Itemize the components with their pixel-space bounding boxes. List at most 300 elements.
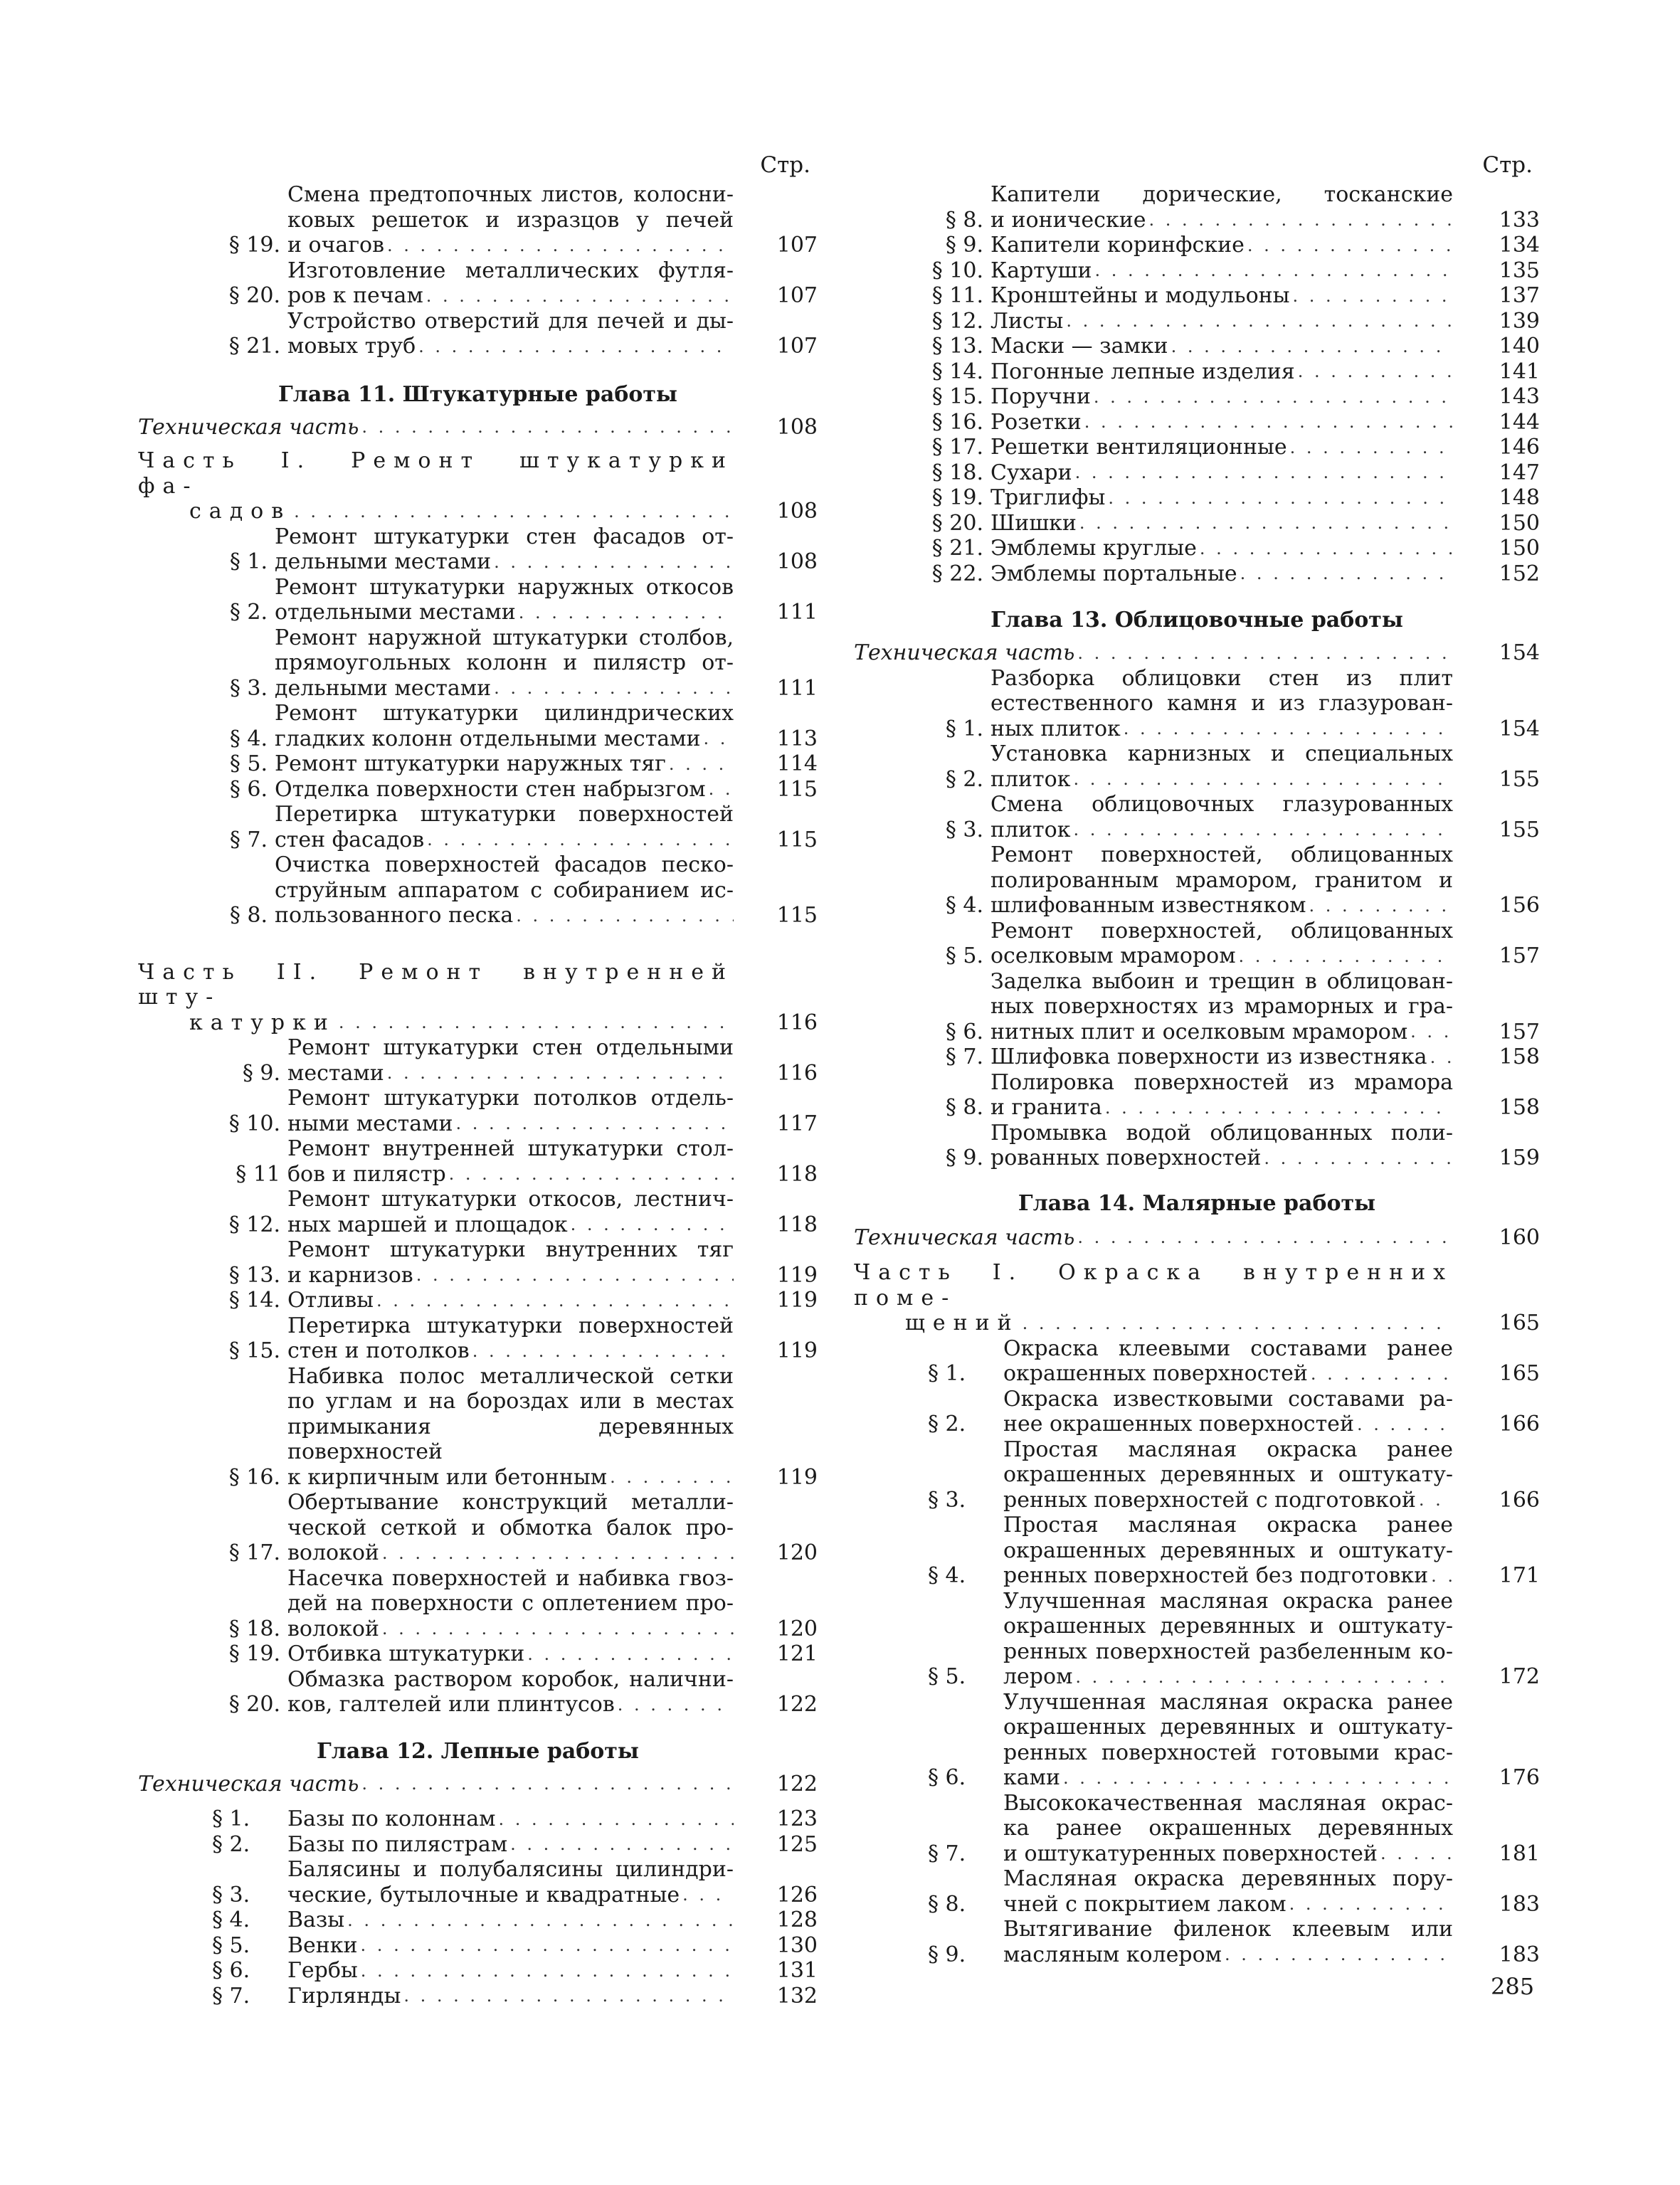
page-ref: 120 <box>776 1540 818 1565</box>
page-ref: 166 <box>1499 1412 1540 1437</box>
section-title <box>287 182 734 258</box>
section-number: § 3. <box>212 1882 250 1908</box>
title-line <box>275 575 734 601</box>
part-title <box>854 1260 1453 1336</box>
section-title <box>990 485 1453 511</box>
dot-leader <box>666 752 734 777</box>
page-ref: 158 <box>1499 1095 1540 1120</box>
title-line <box>1003 1740 1453 1766</box>
section-number: § 21. <box>228 334 280 359</box>
dot-leader <box>1427 1045 1453 1070</box>
title-text: Техническая часть <box>138 1771 359 1797</box>
title-text: Ремонт штукатурки внутренних тяг <box>287 1237 734 1262</box>
page-ref: 114 <box>776 751 818 776</box>
page-ref: 156 <box>1499 893 1540 918</box>
toc-entry <box>138 751 818 777</box>
title-text: Насечка поверхностей и набивка гвоз- <box>287 1565 734 1591</box>
section-title <box>990 792 1453 842</box>
right-column <box>854 148 1540 1967</box>
section-number: § 7. <box>928 1841 966 1866</box>
page-ref: 111 <box>776 675 818 701</box>
section-title <box>287 1667 734 1718</box>
title-line <box>275 751 734 777</box>
title-text: окрашенных деревянных и оштукату- <box>1003 1462 1453 1487</box>
section-title <box>287 1490 734 1566</box>
dot-leader <box>336 1010 734 1035</box>
title-line <box>138 415 734 440</box>
title-text: плиток <box>990 766 1071 792</box>
section-title <box>990 666 1453 742</box>
dot-leader <box>507 1832 734 1857</box>
section-number: § 18. <box>228 1616 280 1641</box>
page-ref: 158 <box>1499 1044 1540 1069</box>
title-text: катурки <box>189 1010 336 1035</box>
spacer <box>854 1250 1540 1260</box>
spacer <box>138 929 818 960</box>
section-number: § 4. <box>945 893 983 918</box>
dot-leader <box>453 1111 734 1136</box>
page-ref: 141 <box>1499 359 1540 384</box>
toc-entry <box>138 1086 818 1136</box>
section-number: § 6. <box>212 1958 250 1983</box>
title-line <box>1003 1816 1453 1841</box>
section-number: § 14. <box>228 1288 280 1313</box>
title-line <box>287 1984 734 2009</box>
title-line <box>1003 1563 1453 1589</box>
section-title <box>990 460 1453 486</box>
title-line <box>287 1263 734 1289</box>
section-title <box>990 842 1453 919</box>
title-text: Картуши <box>990 258 1092 283</box>
section-number: § 19. <box>931 485 983 510</box>
title-line <box>990 868 1453 894</box>
section-number: § 18. <box>931 460 983 485</box>
title-text: садов <box>189 499 292 524</box>
title-line <box>287 1086 734 1111</box>
title-text: Маски — замки <box>990 334 1168 359</box>
page-ref: 150 <box>1499 510 1540 536</box>
title-text: щений <box>905 1311 1020 1335</box>
title-text: Простая масляная окраска ранее <box>1003 1437 1453 1462</box>
dot-leader <box>1236 944 1453 969</box>
dot-leader <box>1354 1412 1453 1437</box>
title-text: Капители дорические, тосканские <box>990 182 1453 207</box>
title-text: Шлифовка поверхности из известняка <box>990 1044 1427 1069</box>
title-line <box>287 1313 734 1339</box>
title-text: бов и пилястр <box>287 1161 446 1187</box>
page-ref: 115 <box>776 827 818 852</box>
dot-leader <box>1105 486 1453 511</box>
page-ref: 125 <box>776 1831 818 1857</box>
title-line <box>990 792 1453 818</box>
page-ref: 111 <box>776 600 818 625</box>
title-text: Листы <box>990 308 1064 334</box>
dot-leader <box>1428 1564 1453 1589</box>
page-ref: 134 <box>1499 233 1540 258</box>
title-line <box>287 1591 734 1617</box>
title-text: Часть I. Окраска внутренних поме- <box>854 1260 1453 1311</box>
dot-leader <box>379 1541 734 1566</box>
dot-leader <box>358 1959 734 1984</box>
page-ref: 165 <box>1499 1311 1540 1335</box>
page-ref: 143 <box>1499 384 1540 409</box>
section-title <box>1003 1917 1453 1967</box>
title-text: Базы по пилястрам <box>287 1831 508 1857</box>
page-ref: 107 <box>776 283 818 308</box>
title-line <box>990 511 1453 536</box>
spacer <box>138 408 818 415</box>
title-line <box>990 334 1453 359</box>
dot-leader <box>359 1772 734 1797</box>
toc-entry <box>854 1336 1540 1387</box>
title-text: Гербы <box>287 1958 358 1983</box>
title-text: Решетки вентиляционные <box>990 435 1287 460</box>
section-title <box>1003 1791 1453 1867</box>
part-1-title <box>138 448 818 524</box>
entry-title <box>854 1225 1453 1251</box>
title-text: Ремонт поверхностей, облицованных <box>990 842 1453 867</box>
toc-entry <box>854 485 1540 511</box>
section-number: § 4. <box>928 1563 966 1588</box>
title-line <box>990 1070 1453 1096</box>
title-line <box>287 1908 734 1933</box>
page-ref: 108 <box>776 549 818 574</box>
page-ref: 126 <box>776 1882 818 1908</box>
title-text: волокой <box>287 1540 379 1565</box>
title-text: ковых решеток и изразцов у печей <box>287 207 734 233</box>
entry-title <box>854 640 1453 666</box>
toc-entry <box>138 802 818 852</box>
title-line <box>287 1111 734 1137</box>
title-text: ными местами <box>287 1111 453 1136</box>
dot-leader <box>379 1617 734 1641</box>
title-line <box>287 1162 734 1187</box>
page-ref: 107 <box>776 233 818 258</box>
section-number: § 3. <box>945 817 983 842</box>
page-ref: 172 <box>1499 1664 1540 1689</box>
toc-entry <box>138 1832 818 1858</box>
toc-entry <box>138 309 818 359</box>
title-text: Ремонт внутренней штукатурки стол- <box>287 1136 734 1161</box>
section-title <box>287 1832 734 1858</box>
title-text: Ремонт штукатурки наружных тяг <box>275 751 666 776</box>
page-ref: 147 <box>1499 460 1540 485</box>
title-line <box>990 919 1453 944</box>
title-line <box>275 903 734 929</box>
dot-leader <box>706 777 734 802</box>
section-number: § 11. <box>931 283 983 308</box>
toc-entry <box>138 777 818 803</box>
title-text: Обмазка раствором коробок, налични- <box>287 1666 734 1692</box>
title-line <box>990 1121 1453 1146</box>
section-title <box>287 258 734 309</box>
toc-entry <box>854 309 1540 334</box>
toc-entry <box>854 1917 1540 1967</box>
section-number: § 14. <box>931 359 983 384</box>
toc-entry <box>138 258 818 309</box>
page-ref: 144 <box>1499 409 1540 435</box>
title-line <box>990 691 1453 716</box>
title-line <box>287 1035 734 1061</box>
title-line <box>275 726 734 752</box>
title-line <box>990 435 1453 460</box>
chapter-12-title: Глава 12. Лепные работы <box>317 1738 639 1764</box>
spacer <box>854 586 1540 608</box>
toc-entry <box>138 1933 818 1959</box>
title-line <box>1003 1841 1453 1867</box>
dot-leader <box>359 415 734 440</box>
title-text: ками <box>1003 1765 1060 1790</box>
dot-leader <box>401 1984 734 2009</box>
section-number: § 5. <box>945 943 983 968</box>
dot-leader <box>291 499 734 524</box>
toc-entry <box>138 1237 818 1288</box>
section-title <box>990 435 1453 460</box>
page-ref: 146 <box>1499 435 1540 460</box>
title-line <box>1003 1538 1453 1564</box>
title-text: дей на поверхности с оплетением про- <box>287 1591 734 1616</box>
dot-leader <box>1102 1096 1453 1121</box>
title-text: и оштукатуренных поверхностей <box>1003 1841 1378 1866</box>
title-text: Капители коринфские <box>990 233 1245 258</box>
section-number: § 6. <box>229 776 268 802</box>
part-title <box>138 448 734 524</box>
title-text: Изготовление металлических футля- <box>287 258 734 283</box>
title-line <box>275 777 734 803</box>
page-ref: 154 <box>1499 716 1540 741</box>
title-line <box>287 1958 734 1984</box>
section-title <box>990 359 1453 385</box>
dot-leader <box>607 1465 734 1490</box>
title-text: мовых труб <box>287 334 416 359</box>
toc-entry <box>854 410 1540 435</box>
title-text: лером <box>1003 1664 1073 1689</box>
dot-leader <box>1072 1665 1453 1690</box>
section-title <box>287 1806 734 1832</box>
title-line <box>275 650 734 676</box>
page-number: 285 <box>1491 1973 1535 2000</box>
page-ref: 115 <box>776 776 818 802</box>
toc-entry <box>854 561 1540 587</box>
title-text: окрашенных поверхностей <box>1003 1361 1308 1386</box>
section-number: § 19. <box>228 233 280 258</box>
page-ref: 183 <box>1499 1942 1540 1967</box>
title-line <box>1003 1336 1453 1362</box>
section-title <box>287 309 734 359</box>
section-number: § 8. <box>928 1891 966 1917</box>
title-text: Ремонт штукатурки наружных откосов <box>275 574 734 600</box>
page-ref: 119 <box>776 1288 818 1313</box>
section-title <box>990 511 1453 536</box>
section-number: § 3. <box>928 1487 966 1513</box>
title-text: ренных поверхностей без подготовки <box>1003 1563 1429 1588</box>
section-number: § 5. <box>229 751 268 776</box>
title-line <box>1003 1589 1453 1614</box>
toc-entry <box>138 1490 818 1566</box>
dot-leader <box>615 1693 734 1718</box>
title-line <box>287 1364 734 1390</box>
title-line <box>287 1806 734 1832</box>
title-line <box>990 969 1453 995</box>
title-line <box>990 1095 1453 1121</box>
title-line <box>287 1641 734 1667</box>
section-number: § 1. <box>945 716 983 741</box>
title-text: Поручни <box>990 384 1091 409</box>
page-ref: 150 <box>1499 536 1540 561</box>
dot-leader <box>495 1807 734 1832</box>
section-title <box>1003 1336 1453 1387</box>
section-number: § 7. <box>229 827 268 852</box>
section-number: § 4. <box>212 1908 250 1932</box>
dot-leader <box>1092 258 1453 283</box>
page-ref: 118 <box>776 1161 818 1187</box>
title-line <box>275 701 734 726</box>
section-title <box>275 777 734 803</box>
title-text: Полировка поверхностей из мрамора <box>990 1069 1453 1095</box>
toc-entry <box>138 1566 818 1642</box>
title-line <box>287 1933 734 1959</box>
toc-entry <box>138 524 818 575</box>
title-text: Балясины и полубалясины цилиндри- <box>287 1857 734 1882</box>
title-text: Часть II. Ремонт внутренней шту- <box>138 959 734 1010</box>
toc-entry <box>854 233 1540 258</box>
title-text: Шишки <box>990 510 1077 536</box>
title-text: Очистка поверхностей фасадов песко- <box>275 852 734 877</box>
dot-leader <box>491 550 734 575</box>
title-text: ных плиток <box>990 716 1121 741</box>
dot-leader <box>1074 641 1453 666</box>
toc-entry <box>138 701 818 751</box>
title-text: ных маршей и площадок <box>287 1212 568 1237</box>
title-line <box>1003 1791 1453 1816</box>
entry-title <box>138 415 734 440</box>
title-text: Улучшенная масляная окраска ранее <box>1003 1588 1453 1614</box>
section-number: § 8. <box>945 207 983 233</box>
title-line <box>1003 1690 1453 1715</box>
toc-entry <box>138 1667 818 1718</box>
page-ref: 176 <box>1499 1765 1540 1790</box>
title-text: Смена облицовочных глазурованных <box>990 792 1453 817</box>
title-text: ренных поверхностей с подготовкой <box>1003 1487 1416 1513</box>
dot-leader <box>423 284 734 309</box>
title-text: гладких колонн отдельными местами <box>275 726 701 751</box>
section-title <box>275 625 734 702</box>
page-ref: 119 <box>776 1338 818 1363</box>
section-title <box>990 182 1453 233</box>
toc-entry <box>854 182 1540 233</box>
dot-leader <box>491 676 734 701</box>
title-text: Ремонт поверхностей, облицованных <box>990 918 1453 943</box>
section-number: § 22. <box>931 561 983 586</box>
toc-entry <box>138 1857 818 1908</box>
page-ref: 118 <box>776 1212 818 1237</box>
toc-entry <box>138 1136 818 1187</box>
technical-part <box>854 640 1540 666</box>
toc-entry <box>854 1589 1540 1690</box>
title-line <box>990 1044 1453 1070</box>
page-ref: 119 <box>776 1262 818 1288</box>
title-line <box>138 499 734 524</box>
title-line <box>854 640 1453 666</box>
section-title <box>287 1136 734 1187</box>
title-line <box>1003 1917 1453 1942</box>
title-line <box>287 1540 734 1566</box>
title-text: волокой <box>287 1616 379 1641</box>
title-text: Окраска известковыми составами ра- <box>1003 1386 1453 1412</box>
title-text: Сухари <box>990 460 1072 485</box>
dot-leader <box>1121 716 1453 741</box>
title-line <box>287 182 734 208</box>
column-header: Стр. <box>1482 152 1533 178</box>
section-title <box>275 751 734 777</box>
section-number: § 10. <box>931 258 983 283</box>
section-title <box>275 852 734 929</box>
title-text: Улучшенная масляная окраска ранее <box>1003 1689 1453 1715</box>
section-title <box>287 1035 734 1086</box>
dot-leader <box>416 334 734 359</box>
title-text: Гирлянды <box>287 1983 401 2009</box>
title-text: ров к печам <box>287 283 423 308</box>
title-text: Устройство отверстий для печей и ды- <box>287 308 734 334</box>
title-line <box>990 182 1453 208</box>
title-line <box>287 1061 734 1086</box>
toc-entry <box>138 1313 818 1364</box>
toc-entry <box>138 1187 818 1237</box>
title-line <box>287 1566 734 1592</box>
title-line <box>138 1772 734 1797</box>
section-title <box>275 701 734 751</box>
dot-leader <box>344 1908 734 1933</box>
section-number: § 2. <box>212 1831 250 1857</box>
toc-entry <box>854 969 1540 1045</box>
dot-leader <box>1378 1841 1453 1866</box>
section-number: § 7. <box>945 1044 983 1069</box>
page-ref: 135 <box>1499 258 1540 283</box>
title-line <box>990 716 1453 742</box>
page-ref: 154 <box>1499 640 1540 665</box>
page-ref: 116 <box>776 1010 818 1035</box>
spacer <box>138 1765 818 1772</box>
title-text: масляным колером <box>1003 1942 1222 1967</box>
title-line <box>990 994 1453 1020</box>
title-line <box>287 1692 734 1718</box>
page-ref: 132 <box>776 1983 818 2009</box>
title-text: Вытягивание филенок клеевым или <box>1003 1917 1453 1942</box>
toc-entry <box>138 182 818 258</box>
section-number: § 4. <box>229 726 268 751</box>
section-title <box>990 410 1453 435</box>
toc-entry <box>854 536 1540 561</box>
title-line <box>287 1414 734 1465</box>
dot-leader <box>1070 818 1453 842</box>
title-text: Розетки <box>990 409 1082 435</box>
title-text: Техническая часть <box>138 414 359 440</box>
title-text: нее окрашенных поверхностей <box>1003 1412 1354 1437</box>
title-text: Установка карнизных и специальных <box>990 741 1453 766</box>
title-text: Погонные лепные изделия <box>990 359 1295 384</box>
title-line <box>1003 1892 1453 1917</box>
title-text: ка ранее окрашенных деревянных <box>1003 1816 1453 1841</box>
title-text: ренных поверхностей готовыми крас- <box>1003 1740 1453 1765</box>
title-text: дельными местами <box>275 549 492 574</box>
title-line <box>287 1136 734 1162</box>
title-line <box>138 1010 734 1036</box>
section-number: § 2. <box>928 1412 966 1437</box>
title-line <box>287 1617 734 1642</box>
section-number: § 12. <box>228 1212 280 1237</box>
title-text: к кирпичным или бетонным <box>287 1464 608 1490</box>
technical-part <box>138 415 818 440</box>
